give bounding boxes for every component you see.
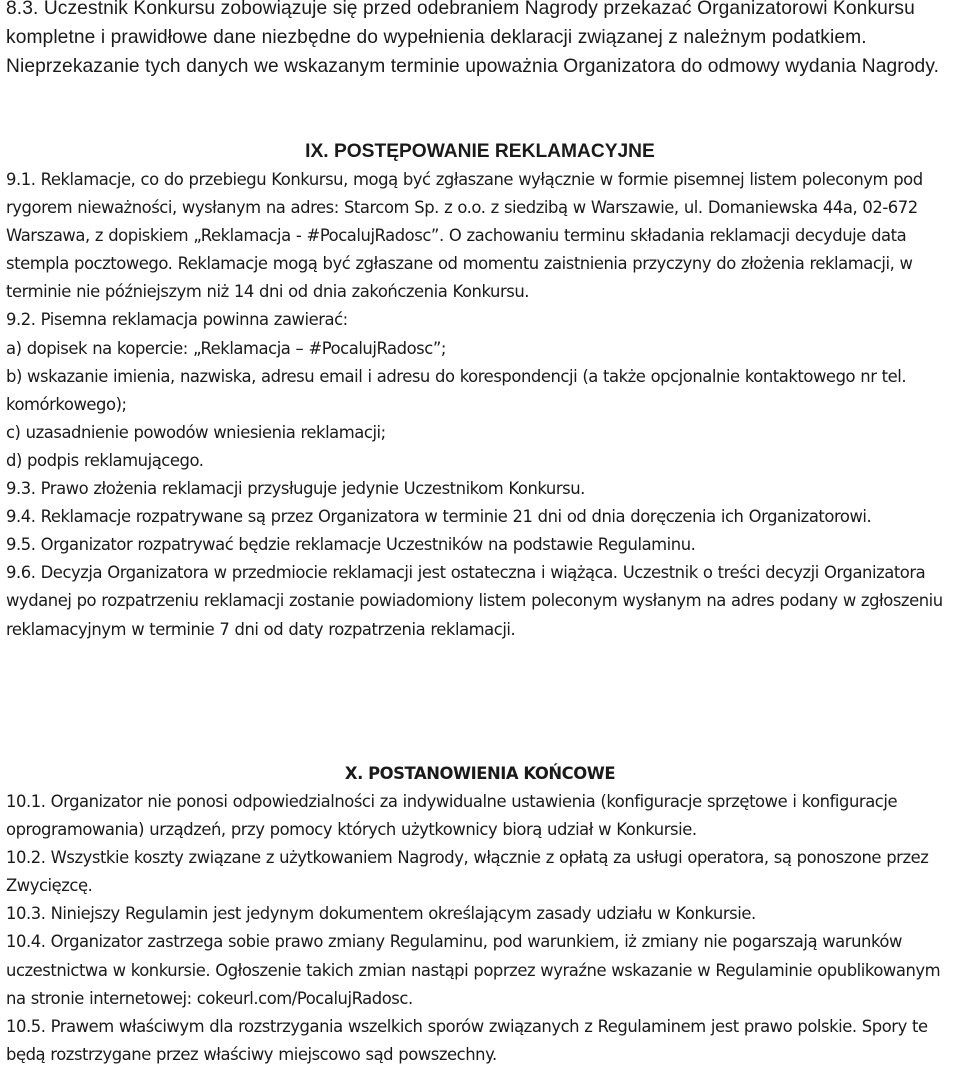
paragraph-10-3: 10.3. Niniejszy Regulamin jest jedynym dokumentem określającym zasady udziału w Konkursie. [6, 904, 756, 924]
paragraph-9-2: 9.2. Pisemna reklamacja powinna zawierać: [6, 310, 348, 330]
paragraph-9-6: 9.6. Decyzja Organizatora w przedmiocie reklamacji jest ostateczna i wiążąca. Uczestnik o treści decyzji Organizatora wydanej po rozpatrzeniu reklamacji zostanie powiadomiony listem poleconym wysłanym na adres podany w zgłoszeniu reklamacyjnym w terminie 7 dni od daty rozpatrzenia reklamacji. [6, 563, 943, 639]
list-item-b: b) wskazanie imienia, nazwiska, adresu email i adresu do korespondencji (a także opcjonalnie kontaktowego nr tel. komórkowego); [6, 366, 907, 414]
paragraph-10-2: 10.2. Wszystkie koszty związane z użytkowaniem Nagrody, włącznie z opłatą za usługi operatora, są ponoszone przez Zwycięzcę. [6, 848, 929, 896]
paragraph-9-1: 9.1. Reklamacje, co do przebiegu Konkursu, mogą być zgłaszane wyłącznie w formie pisemnej listem poleconym pod rygorem nieważności, wysłanym na adres: Starcom Sp. z o.o. z siedzibą w Warszawie, ul. Domaniewska 44a, 02-672 Warszawa, z dopiskiem „Reklamacja - #PocalujRadosc”. O zachowaniu terminu składania reklamacji decyduje data stempla pocztowego. Reklamacje mogą być zgłaszane od momentu zaistnienia przyczyny do złożenia reklamacji, w terminie nie późniejszym niż 14 dni od dnia zakończenia Konkursu. [6, 170, 923, 302]
paragraph-10-5: 10.5. Prawem właściwym dla rozstrzygania wszelkich sporów związanych z Regulaminem jest prawo polskie. Spory te będą rozstrzygane przez właściwy miejscowo sąd powszechny. [6, 1016, 928, 1064]
section-9-heading: IX. POSTĘPOWANIE REKLAMACYJNE [305, 141, 655, 162]
paragraph-9-4: 9.4. Reklamacje rozpatrywane są przez Organizatora w terminie 21 dni od dnia doręczenia ich Organizatorowi. [6, 507, 872, 527]
list-item-c: c) uzasadnienie powodów wniesienia reklamacji; [6, 422, 386, 442]
section-9-body [6, 166, 952, 644]
section-10-heading: X. POSTANOWIENIA KOŃCOWE [344, 764, 616, 783]
paragraph-9-5: 9.5. Organizator rozpatrywać będzie reklamacje Uczestników na podstawie Regulaminu. [6, 535, 696, 555]
list-item-d: d) podpis reklamującego. [6, 450, 204, 470]
list-item-a: a) dopisek na kopercie: „Reklamacja – #PocalujRadosc”; [6, 338, 446, 358]
paragraph-9-3: 9.3. Prawo złożenia reklamacji przysługuje jedynie Uczestnikom Konkursu. [6, 479, 585, 499]
paragraph-8-3: 8.3. Uczestnik Konkursu zobowiązuje się przed odebraniem Nagrody przekazać Organizatorowi Konkursu kompletne i prawidłowe dane niezbędne do wypełnienia deklaracji związanej z należnym podatkiem. Nieprzekazanie tych danych we wskazanym terminie upoważnia Organizatora do odmowy wydania Nagrody. [6, 0, 940, 77]
paragraph-10-1: 10.1. Organizator nie ponosi odpowiedzialności za indywidualne ustawienia (konfiguracje sprzętowe i konfiguracje oprogramowania) urządzeń, przy pomocy których użytkownicy biorą udział w Konkursie. [6, 792, 898, 840]
section-10-body [6, 788, 952, 1069]
paragraph-10-4: 10.4. Organizator zastrzega sobie prawo zmiany Regulaminu, pod warunkiem, iż zmiany nie pogarszają warunków uczestnictwa w konkursie. Ogłoszenie takich zmian nastąpi poprzez wyraźne wskazanie w Regulaminie opublikowanym na stronie internetowej: cokeurl.com/PocalujRadosc. [6, 932, 941, 1008]
